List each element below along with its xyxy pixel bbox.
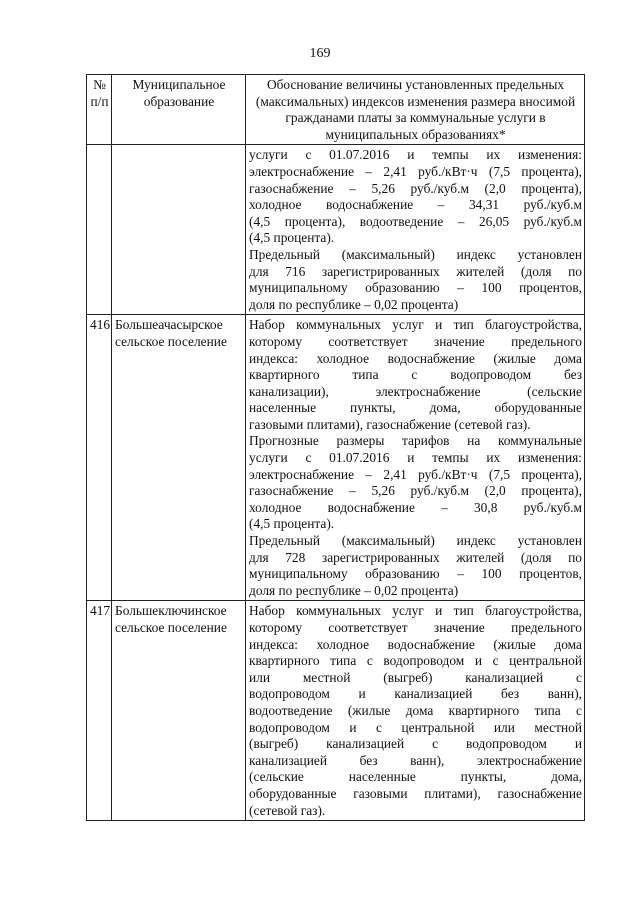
text-line: Набор коммунальных услуг и тип благоустройства, — [249, 317, 582, 333]
text-line: муниципальному образованию – 100 процентов, — [249, 280, 582, 296]
text-line: водопроводом и канализацией без ванн), — [249, 686, 582, 702]
text-line: или местной (выгреб) канализацией с — [249, 669, 582, 685]
row-justification — [246, 315, 585, 601]
text-line: газоснабжение – 5,26 руб./куб.м (2,0 процента), — [249, 483, 582, 499]
text-line: канализацией без ванн), электроснабжение — [249, 752, 582, 768]
text-line: оборудованные газовыми плитами), газоснабжение — [249, 785, 582, 801]
justification-paragraph — [249, 317, 582, 433]
justification-paragraph — [249, 433, 582, 533]
text-line: для 716 зарегистрированных жителей (доля по — [249, 263, 582, 279]
text-line: для 728 зарегистрированных жителей (доля по — [249, 549, 582, 565]
text-line: Предельный (максимальный) индекс установлен — [249, 246, 582, 262]
text-line: газоснабжение – 5,26 руб./куб.м (2,0 процента), — [249, 180, 582, 196]
row-justification — [246, 601, 585, 821]
text-line: квартирного типа с водопроводом и с центральной — [249, 653, 582, 669]
text-line: (сельские населенные пункты, дома, — [249, 769, 582, 785]
row-justification — [246, 145, 585, 315]
row-number: 416 — [87, 315, 112, 601]
text-line: услуги с 01.07.2016 и темпы их изменения: — [249, 450, 582, 466]
row-municipality: Большеачасырское сельское поселение — [112, 315, 246, 601]
text-line: (сетевой газ). — [249, 802, 326, 818]
text-line: электроснабжение – 2,41 руб./кВт·ч (7,5 процента), — [249, 163, 582, 179]
text-line: холодное водоснабжение – 34,31 руб./куб.м — [249, 197, 582, 213]
text-line: доля по республике – 0,02 процента) — [249, 582, 459, 598]
text-line: Прогнозные размеры тарифов на коммунальные — [249, 433, 582, 449]
page-number: 169 — [309, 46, 331, 61]
tariff-index-table — [86, 74, 585, 821]
text-line: индекса: холодное водоснабжение (жилые дома — [249, 350, 582, 366]
header-municipality: Муниципальное образование — [112, 75, 246, 145]
table-row — [87, 315, 585, 601]
text-line: водоотведение (жилые дома квартирного типа с — [249, 702, 582, 718]
text-line: (4,5 процента). — [249, 230, 335, 246]
table-header-row — [87, 75, 585, 145]
text-line: канализации), электроснабжение (сельские — [249, 383, 582, 399]
row-municipality: Большеключинское сельское поселение — [112, 601, 246, 821]
table-row — [87, 601, 585, 821]
justification-paragraph — [249, 603, 582, 819]
justification-paragraph — [249, 147, 582, 247]
text-line: услуги с 01.07.2016 и темпы их изменения: — [249, 147, 582, 163]
text-line: (4,5 процента). — [249, 516, 335, 532]
text-line: доля по республике – 0,02 процента) — [249, 296, 459, 312]
text-line: газовыми плитами), газоснабжение (сетевой газ). — [249, 416, 531, 432]
text-line: (выгреб) канализацией с водопроводом и — [249, 736, 582, 752]
row-number: 417 — [87, 601, 112, 821]
text-line: холодное водоснабжение – 30,8 руб./куб.м — [249, 499, 582, 515]
text-line: водопроводом и с центральной или местной — [249, 719, 582, 735]
row-number — [87, 145, 112, 315]
text-line: индекса: холодное водоснабжение (жилые дома — [249, 636, 582, 652]
text-line: муниципальному образованию – 100 процентов, — [249, 566, 582, 582]
text-line: электроснабжение – 2,41 руб./кВт·ч (7,5 процента), — [249, 466, 582, 482]
text-line: Предельный (максимальный) индекс установлен — [249, 533, 582, 549]
text-line: которому соответствует значение предельного — [249, 620, 582, 635]
justification-paragraph — [249, 247, 582, 313]
header-justification: Обоснование величины установленных предельных (максимальных) индексов изменения размера вносимой гражданами платы за коммунальные услуги в муниципальных образованиях* — [246, 75, 585, 145]
text-line: (4,5 процента), водоотведение – 26,05 руб./куб.м — [249, 213, 582, 229]
text-line: квартирного типа с водопроводом без — [249, 367, 582, 383]
justification-paragraph — [249, 533, 582, 599]
text-line: Набор коммунальных услуг и тип благоустройства, — [249, 603, 582, 619]
table-row — [87, 145, 585, 315]
row-municipality — [112, 145, 246, 315]
text-line: населенные пункты, дома, оборудованные — [249, 400, 582, 416]
table-body — [87, 145, 585, 821]
header-number: № п/п — [87, 75, 112, 145]
text-line: которому соответствует значение предельного — [249, 333, 582, 349]
